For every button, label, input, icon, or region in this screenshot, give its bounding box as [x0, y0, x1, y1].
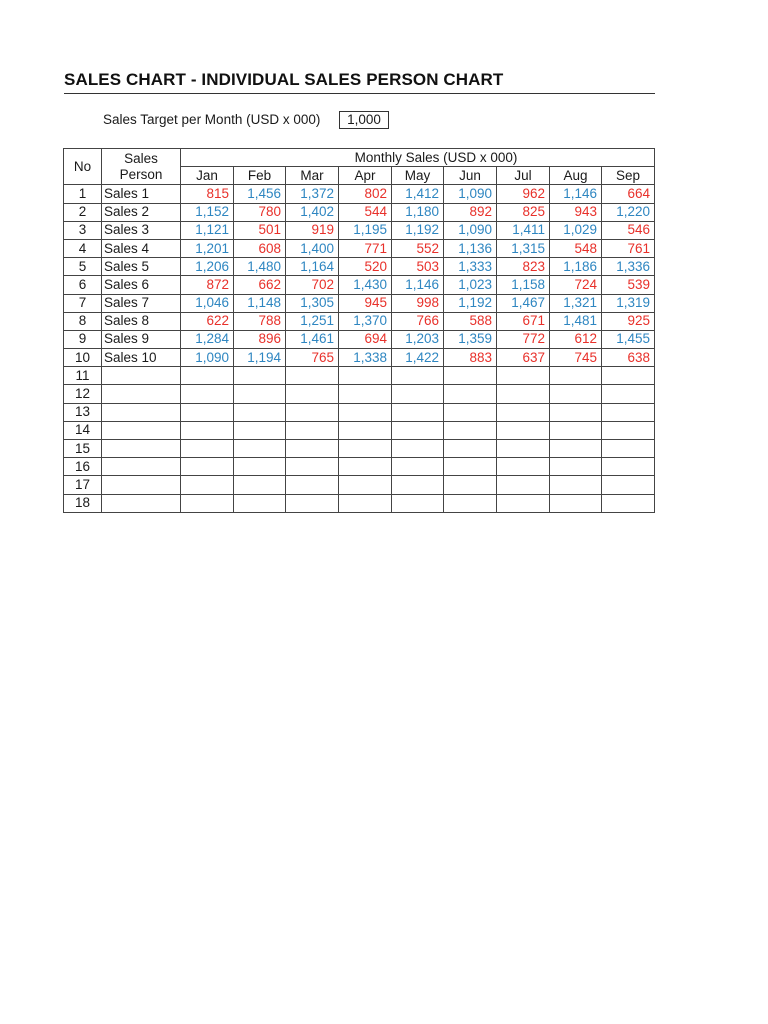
sales-value-cell[interactable]: [497, 458, 550, 476]
sales-value-cell[interactable]: 883: [444, 349, 497, 367]
sales-value-cell[interactable]: [497, 403, 550, 421]
sales-value-cell[interactable]: [286, 421, 339, 439]
sales-value-cell[interactable]: [602, 440, 655, 458]
sales-value-cell[interactable]: [286, 440, 339, 458]
sales-value-cell[interactable]: [286, 458, 339, 476]
header-sales-person-line2: Person: [119, 166, 163, 182]
sales-person-cell[interactable]: [102, 367, 181, 385]
sales-value-cell[interactable]: 1,090: [444, 221, 497, 239]
sales-value-cell[interactable]: [550, 458, 602, 476]
sales-value-cell[interactable]: [181, 476, 234, 494]
sales-value-cell[interactable]: [286, 403, 339, 421]
sales-value-cell[interactable]: 998: [392, 294, 444, 312]
sales-value-cell[interactable]: 802: [339, 185, 392, 203]
row-number: 1: [64, 185, 102, 203]
sales-value-cell[interactable]: 520: [339, 258, 392, 276]
sales-value-cell[interactable]: [339, 476, 392, 494]
sales-value-cell[interactable]: 1,180: [392, 203, 444, 221]
sales-value-cell[interactable]: [234, 458, 286, 476]
sales-value-cell[interactable]: [444, 476, 497, 494]
sales-value-cell[interactable]: 1,186: [550, 258, 602, 276]
table-row: [64, 440, 655, 458]
sales-value-cell[interactable]: [497, 367, 550, 385]
sales-value-cell[interactable]: 825: [497, 203, 550, 221]
sales-value-cell[interactable]: [602, 421, 655, 439]
row-number: 11: [64, 367, 102, 385]
sales-value-cell[interactable]: 1,195: [339, 221, 392, 239]
sales-value-cell[interactable]: [181, 440, 234, 458]
sales-person-cell[interactable]: Sales 2: [102, 203, 181, 221]
sales-value-cell[interactable]: [550, 403, 602, 421]
sales-value-cell[interactable]: 1,422: [392, 349, 444, 367]
sales-value-cell[interactable]: 766: [392, 312, 444, 330]
row-number: 10: [64, 349, 102, 367]
sales-value-cell[interactable]: [444, 367, 497, 385]
header-month-mar: Mar: [286, 167, 339, 185]
sales-value-cell[interactable]: 1,467: [497, 294, 550, 312]
sales-value-cell[interactable]: [339, 385, 392, 403]
header-sales-person-line1: Sales: [124, 150, 158, 166]
sales-value-cell[interactable]: 1,372: [286, 185, 339, 203]
sales-value-cell[interactable]: [234, 440, 286, 458]
sales-value-cell[interactable]: 1,315: [497, 239, 550, 257]
sales-value-cell[interactable]: [339, 403, 392, 421]
sales-value-cell[interactable]: 1,400: [286, 239, 339, 257]
sales-value-cell[interactable]: 823: [497, 258, 550, 276]
table-row: [64, 312, 655, 330]
sales-value-cell[interactable]: 1,146: [392, 276, 444, 294]
row-number: 17: [64, 476, 102, 494]
sales-value-cell[interactable]: [181, 385, 234, 403]
page-title: SALES CHART - INDIVIDUAL SALES PERSON CHART: [64, 70, 504, 89]
sales-person-cell[interactable]: Sales 9: [102, 330, 181, 348]
sales-value-cell[interactable]: [392, 421, 444, 439]
sales-value-cell[interactable]: [234, 367, 286, 385]
sales-value-cell[interactable]: [234, 403, 286, 421]
sales-value-cell[interactable]: 1,284: [181, 330, 234, 348]
sales-value-cell[interactable]: [234, 385, 286, 403]
sales-value-cell[interactable]: 1,136: [444, 239, 497, 257]
sales-person-cell[interactable]: Sales 7: [102, 294, 181, 312]
sales-person-cell[interactable]: [102, 476, 181, 494]
sales-value-cell[interactable]: [234, 421, 286, 439]
sales-value-cell[interactable]: 1,046: [181, 294, 234, 312]
sales-value-cell[interactable]: [602, 494, 655, 512]
sales-value-cell[interactable]: 612: [550, 330, 602, 348]
sales-value-cell[interactable]: [181, 421, 234, 439]
table-row: [64, 203, 655, 221]
sales-value-cell[interactable]: 761: [602, 239, 655, 257]
sales-value-cell[interactable]: [550, 476, 602, 494]
sales-value-cell[interactable]: 724: [550, 276, 602, 294]
sales-value-cell[interactable]: 1,251: [286, 312, 339, 330]
sales-value-cell[interactable]: 945: [339, 294, 392, 312]
sales-value-cell[interactable]: 943: [550, 203, 602, 221]
table-row: [64, 239, 655, 257]
table-row: [64, 494, 655, 512]
sales-value-cell[interactable]: [339, 440, 392, 458]
sales-value-cell[interactable]: [286, 494, 339, 512]
sales-person-cell[interactable]: Sales 1: [102, 185, 181, 203]
sales-value-cell[interactable]: 925: [602, 312, 655, 330]
sales-value-cell[interactable]: [339, 367, 392, 385]
sales-value-cell[interactable]: 1,192: [444, 294, 497, 312]
sales-value-cell[interactable]: 622: [181, 312, 234, 330]
table-row: [64, 421, 655, 439]
sales-value-cell[interactable]: 552: [392, 239, 444, 257]
header-no: No: [64, 149, 102, 185]
sales-value-cell[interactable]: [497, 440, 550, 458]
sales-value-cell[interactable]: 1,158: [497, 276, 550, 294]
sales-value-cell[interactable]: [602, 458, 655, 476]
sales-person-cell[interactable]: [102, 494, 181, 512]
table-row: [64, 458, 655, 476]
sales-value-cell[interactable]: 745: [550, 349, 602, 367]
table-row: [64, 385, 655, 403]
sales-value-cell[interactable]: 1,402: [286, 203, 339, 221]
sales-value-cell[interactable]: [181, 494, 234, 512]
sales-value-cell[interactable]: 1,370: [339, 312, 392, 330]
table-row: [64, 476, 655, 494]
row-number: 18: [64, 494, 102, 512]
sales-value-cell[interactable]: [602, 403, 655, 421]
header-month-sep: Sep: [602, 167, 655, 185]
sales-value-cell[interactable]: 671: [497, 312, 550, 330]
row-number: 8: [64, 312, 102, 330]
sales-person-cell[interactable]: Sales 4: [102, 239, 181, 257]
sales-person-cell[interactable]: Sales 10: [102, 349, 181, 367]
header-monthly-sales: Monthly Sales (USD x 000): [181, 149, 655, 167]
sales-person-cell[interactable]: [102, 440, 181, 458]
title-divider: [64, 93, 655, 94]
sales-value-cell[interactable]: 1,201: [181, 239, 234, 257]
sales-person-cell[interactable]: [102, 421, 181, 439]
sales-value-cell[interactable]: [550, 367, 602, 385]
sales-value-cell[interactable]: 1,321: [550, 294, 602, 312]
sales-value-cell[interactable]: 896: [234, 330, 286, 348]
sales-value-cell[interactable]: [181, 458, 234, 476]
sales-person-cell[interactable]: Sales 5: [102, 258, 181, 276]
row-number: 16: [64, 458, 102, 476]
sales-person-cell[interactable]: [102, 385, 181, 403]
sales-value-cell[interactable]: 1,338: [339, 349, 392, 367]
header-month-jul: Jul: [497, 167, 550, 185]
sales-table: [63, 148, 655, 513]
sales-value-cell[interactable]: 1,203: [392, 330, 444, 348]
sales-value-cell[interactable]: 765: [286, 349, 339, 367]
table-row: [64, 330, 655, 348]
row-number: 13: [64, 403, 102, 421]
header-month-may: May: [392, 167, 444, 185]
sales-value-cell[interactable]: [550, 385, 602, 403]
sales-value-cell[interactable]: [286, 385, 339, 403]
sales-value-cell[interactable]: 892: [444, 203, 497, 221]
header-month-apr: Apr: [339, 167, 392, 185]
sales-person-cell[interactable]: Sales 6: [102, 276, 181, 294]
sales-value-cell[interactable]: [444, 440, 497, 458]
sales-value-cell[interactable]: 664: [602, 185, 655, 203]
sales-value-cell[interactable]: 1,336: [602, 258, 655, 276]
sales-value-cell[interactable]: 546: [602, 221, 655, 239]
sales-value-cell[interactable]: 1,148: [234, 294, 286, 312]
sales-value-cell[interactable]: 771: [339, 239, 392, 257]
sales-value-cell[interactable]: [444, 494, 497, 512]
header-month-jun: Jun: [444, 167, 497, 185]
table-row: [64, 294, 655, 312]
table-row: [64, 349, 655, 367]
table-row: [64, 258, 655, 276]
sales-value-cell[interactable]: [444, 403, 497, 421]
sales-value-cell[interactable]: [444, 458, 497, 476]
sales-value-cell[interactable]: [602, 385, 655, 403]
header-sales-person: [102, 149, 181, 185]
sales-value-cell[interactable]: 1,206: [181, 258, 234, 276]
sales-value-cell[interactable]: [497, 385, 550, 403]
sales-value-cell[interactable]: [392, 458, 444, 476]
sales-value-cell[interactable]: [286, 367, 339, 385]
sales-value-cell[interactable]: [497, 494, 550, 512]
sales-value-cell[interactable]: 637: [497, 349, 550, 367]
header-month-aug: Aug: [550, 167, 602, 185]
sales-value-cell[interactable]: [286, 476, 339, 494]
sales-value-cell[interactable]: 1,146: [550, 185, 602, 203]
sales-value-cell[interactable]: [392, 367, 444, 385]
sales-value-cell[interactable]: 662: [234, 276, 286, 294]
sales-value-cell[interactable]: [497, 421, 550, 439]
sales-value-cell[interactable]: 1,023: [444, 276, 497, 294]
row-number: 4: [64, 239, 102, 257]
table-row: [64, 367, 655, 385]
sales-value-cell[interactable]: 1,319: [602, 294, 655, 312]
sales-value-cell[interactable]: 1,430: [339, 276, 392, 294]
header-month-feb: Feb: [234, 167, 286, 185]
sales-value-cell[interactable]: 1,412: [392, 185, 444, 203]
sales-value-cell[interactable]: 1,359: [444, 330, 497, 348]
table-row: [64, 221, 655, 239]
sales-value-cell[interactable]: 702: [286, 276, 339, 294]
sales-value-cell[interactable]: 1,220: [602, 203, 655, 221]
sales-value-cell[interactable]: 962: [497, 185, 550, 203]
sales-value-cell[interactable]: 1,090: [444, 185, 497, 203]
row-number: 6: [64, 276, 102, 294]
sales-value-cell[interactable]: [339, 421, 392, 439]
sales-value-cell[interactable]: 548: [550, 239, 602, 257]
sales-value-cell[interactable]: 539: [602, 276, 655, 294]
row-number: 15: [64, 440, 102, 458]
sales-value-cell[interactable]: [550, 494, 602, 512]
sales-value-cell[interactable]: [444, 421, 497, 439]
sales-value-cell[interactable]: 1,456: [234, 185, 286, 203]
row-number: 12: [64, 385, 102, 403]
sales-value-cell[interactable]: 1,194: [234, 349, 286, 367]
sales-value-cell[interactable]: [392, 494, 444, 512]
sales-value-cell[interactable]: 501: [234, 221, 286, 239]
sales-value-cell[interactable]: 788: [234, 312, 286, 330]
row-number: 14: [64, 421, 102, 439]
sales-value-cell[interactable]: [392, 385, 444, 403]
table-row: [64, 403, 655, 421]
sales-person-cell[interactable]: [102, 458, 181, 476]
sales-person-cell[interactable]: [102, 403, 181, 421]
sales-value-cell[interactable]: [602, 367, 655, 385]
sales-value-cell[interactable]: 872: [181, 276, 234, 294]
sales-value-cell[interactable]: 1,090: [181, 349, 234, 367]
sales-value-cell[interactable]: 772: [497, 330, 550, 348]
row-number: 5: [64, 258, 102, 276]
sales-target-label: Sales Target per Month (USD x 000): [103, 112, 321, 127]
sales-person-cell[interactable]: Sales 3: [102, 221, 181, 239]
sales-value-cell[interactable]: [497, 476, 550, 494]
sales-value-cell[interactable]: [602, 476, 655, 494]
sales-value-cell[interactable]: [392, 403, 444, 421]
sales-value-cell[interactable]: 1,481: [550, 312, 602, 330]
sales-person-cell[interactable]: Sales 8: [102, 312, 181, 330]
sales-value-cell[interactable]: [550, 421, 602, 439]
sales-value-cell[interactable]: 638: [602, 349, 655, 367]
sales-value-cell[interactable]: 694: [339, 330, 392, 348]
sales-value-cell[interactable]: 1,192: [392, 221, 444, 239]
sales-value-cell[interactable]: 1,333: [444, 258, 497, 276]
sales-value-cell[interactable]: [181, 367, 234, 385]
row-number: 2: [64, 203, 102, 221]
row-number: 3: [64, 221, 102, 239]
sales-value-cell[interactable]: 1,455: [602, 330, 655, 348]
sales-value-cell[interactable]: 1,152: [181, 203, 234, 221]
sales-value-cell[interactable]: [339, 458, 392, 476]
sales-value-cell[interactable]: 919: [286, 221, 339, 239]
sales-value-cell[interactable]: [444, 385, 497, 403]
sales-value-cell[interactable]: 1,164: [286, 258, 339, 276]
sales-value-cell[interactable]: 1,305: [286, 294, 339, 312]
row-number: 7: [64, 294, 102, 312]
sales-value-cell[interactable]: [392, 476, 444, 494]
sales-value-cell[interactable]: 1,029: [550, 221, 602, 239]
header-month-jan: Jan: [181, 167, 234, 185]
sales-target-value[interactable]: 1,000: [339, 111, 389, 129]
sales-value-cell[interactable]: [181, 403, 234, 421]
sales-value-cell[interactable]: 1,480: [234, 258, 286, 276]
sales-value-cell[interactable]: 815: [181, 185, 234, 203]
sales-value-cell[interactable]: 1,121: [181, 221, 234, 239]
sales-value-cell[interactable]: [550, 440, 602, 458]
sales-value-cell[interactable]: 780: [234, 203, 286, 221]
sales-value-cell[interactable]: 544: [339, 203, 392, 221]
sales-value-cell[interactable]: 1,411: [497, 221, 550, 239]
sales-value-cell[interactable]: 1,461: [286, 330, 339, 348]
table-row: [64, 185, 655, 203]
sales-value-cell[interactable]: [234, 476, 286, 494]
row-number: 9: [64, 330, 102, 348]
table-row: [64, 276, 655, 294]
sales-value-cell[interactable]: 608: [234, 239, 286, 257]
sales-value-cell[interactable]: 503: [392, 258, 444, 276]
sales-value-cell[interactable]: 588: [444, 312, 497, 330]
sales-value-cell[interactable]: [339, 494, 392, 512]
sales-value-cell[interactable]: [234, 494, 286, 512]
sales-value-cell[interactable]: [392, 440, 444, 458]
